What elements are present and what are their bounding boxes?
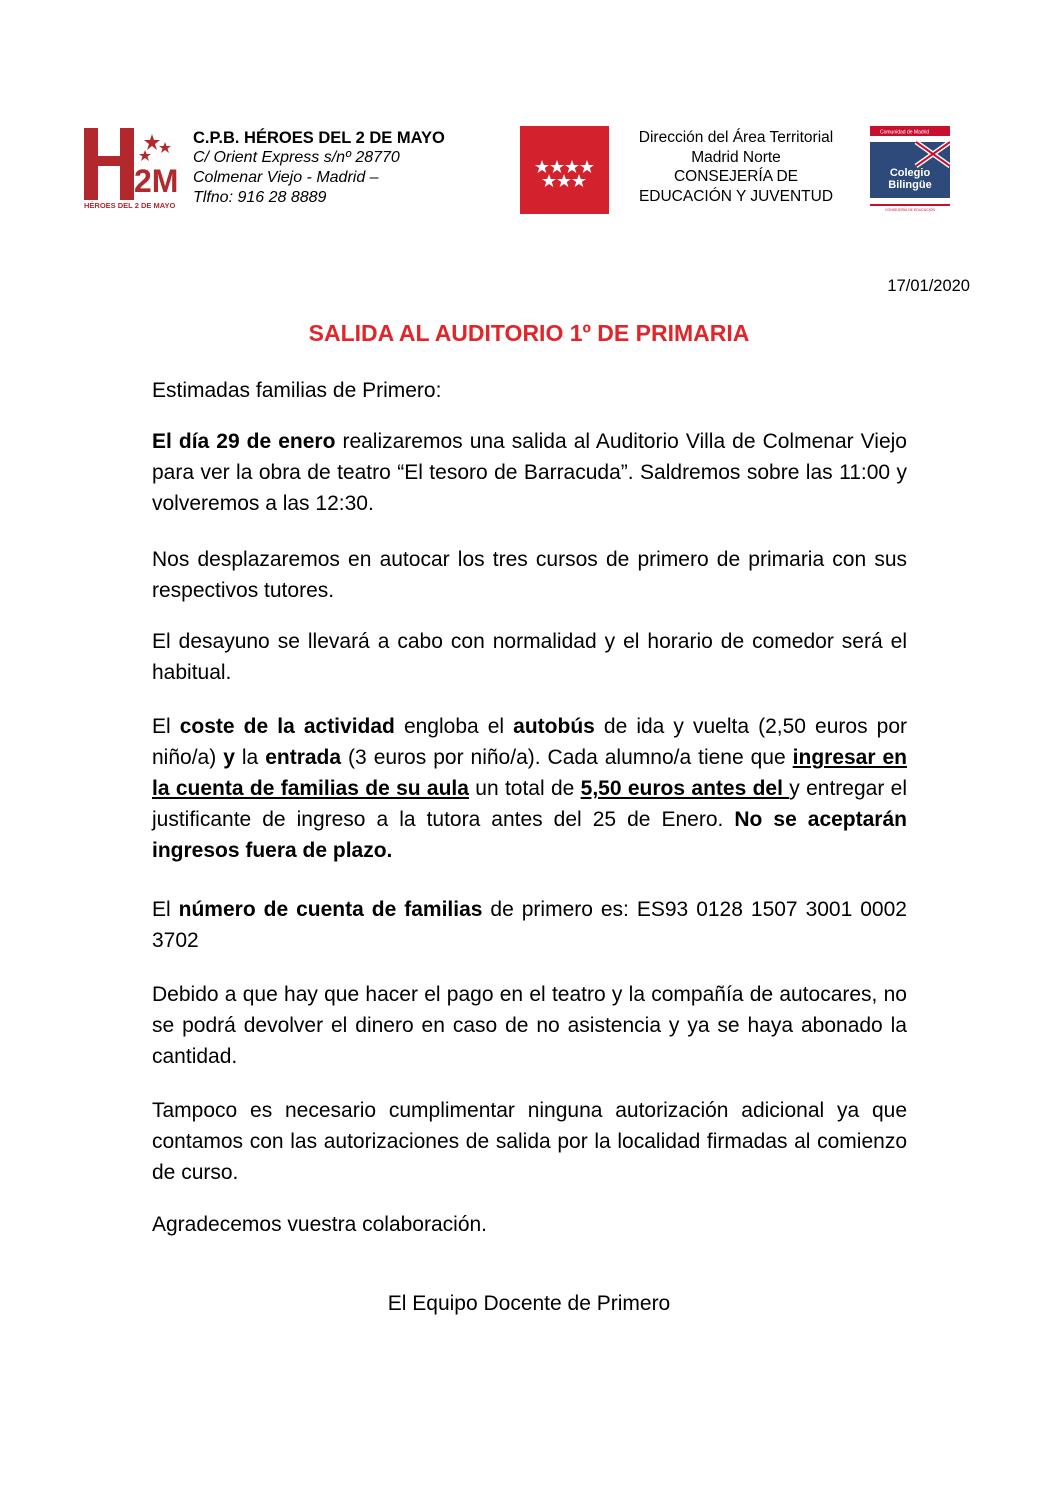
cost-text: (3 euros por niño/a). Cada alumno/a tiene que [341, 746, 793, 769]
cost-bold: entrada [265, 746, 342, 769]
cost-text: la [234, 746, 266, 769]
cost-bold: y [223, 746, 235, 769]
paragraph-date-text: realizaremos una salida al Auditorio Villa de Colmenar Viejo para ver la obra de teatro “El tesoro de Barracuda”. Saldremos sobre las 11:00 y volveremos a las 12:30. [152, 430, 907, 515]
greeting: Estimadas familias de Primero: [152, 379, 442, 402]
school-phone: Tlfno: 916 28 8889 [193, 189, 327, 206]
paragraph-refund: Debido a que hay que hacer el pago en el teatro y la compañía de autocares, no se podrá devolver el dinero en caso de no asistencia y ya se haya abonado la cantidad. [152, 983, 907, 1068]
document-title: SALIDA AL AUDITORIO 1º DE PRIMARIA [308, 320, 750, 346]
school-info [193, 128, 445, 208]
school-address-line-2: Colmenar Viejo - Madrid – [193, 169, 379, 186]
logo-2m-text: 2M [134, 163, 178, 199]
account-bold: número de cuenta de familias [178, 898, 483, 921]
star-icon [535, 160, 594, 187]
cost-underlined-bold: 5,50 euros antes del [580, 777, 790, 800]
cost-deadline-bold: No se aceptarán ingresos fuera de plazo. [152, 808, 907, 862]
school-address-line-1: C/ Orient Express s/nº 28770 [193, 149, 400, 166]
comunidad-madrid-flag [520, 126, 609, 214]
paragraph-breakfast: El desayuno se llevará a cabo con normalidad y el horario de comedor será el habitual. [152, 630, 907, 684]
cost-text: El [152, 715, 180, 738]
document-date: 17/01/2020 [887, 277, 970, 295]
paragraph-cost [152, 711, 907, 866]
school-logo [82, 126, 178, 216]
cost-text: y entregar el justificante de ingreso a la tutora antes del 25 de Enero. [152, 777, 907, 831]
territorial-line-1: Dirección del Área Territorial [638, 129, 834, 146]
paragraph-transport: Nos desplazaremos en autocar los tres cursos de primero de primaria con sus respectivos tutores. [152, 548, 907, 602]
territorial-line-2: Madrid Norte [691, 148, 781, 166]
paragraph-thanks: Agradecemos vuestra colaboración. [152, 1213, 488, 1236]
territorial-line-4: EDUCACIÓN Y JUVENTUD [638, 187, 834, 205]
cost-text: engloba el [394, 715, 514, 738]
signature: El Equipo Docente de Primero [387, 1292, 671, 1315]
paragraph-date-bold: El día 29 de enero [152, 430, 336, 453]
territorial-office [620, 128, 852, 206]
cost-bold: autobús [513, 715, 595, 738]
account-number-text: de primero es: ES93 0128 1507 3001 0002 3702 [152, 898, 907, 952]
bilingue-line-1: Colegio [889, 167, 931, 179]
paragraph-account [152, 894, 907, 956]
bilingue-line-2: Bilingüe [888, 179, 932, 191]
cost-text: de ida y vuelta (2,50 euros por niño/a) [152, 715, 907, 769]
school-name: C.P.B. HÉROES DEL 2 DE MAYO [193, 129, 445, 147]
colegio-bilingue-logo [870, 126, 950, 212]
account-text: El [152, 898, 179, 921]
cost-bold: coste de la actividad [179, 715, 395, 738]
bilingue-top-text: Comunidad de Madrid [880, 129, 930, 136]
territorial-line-3: CONSEJERÍA DE [673, 168, 799, 185]
paragraph-authorization: Tampoco es necesario cumplimentar ninguna autorización adicional ya que contamos con las autorizaciones de salida por la localidad firmadas al comienzo de curso. [152, 1099, 907, 1184]
cost-text: un total de [468, 777, 581, 800]
bilingue-bottom-text: CONSEJERÍA DE EDUCACIÓN [885, 208, 935, 212]
paragraph-date [152, 426, 907, 519]
logo-sub-text: HÉROES DEL 2 DE MAYO [84, 201, 176, 210]
cost-underlined-bold: ingresar en la cuenta de familias de su aula [152, 746, 908, 800]
